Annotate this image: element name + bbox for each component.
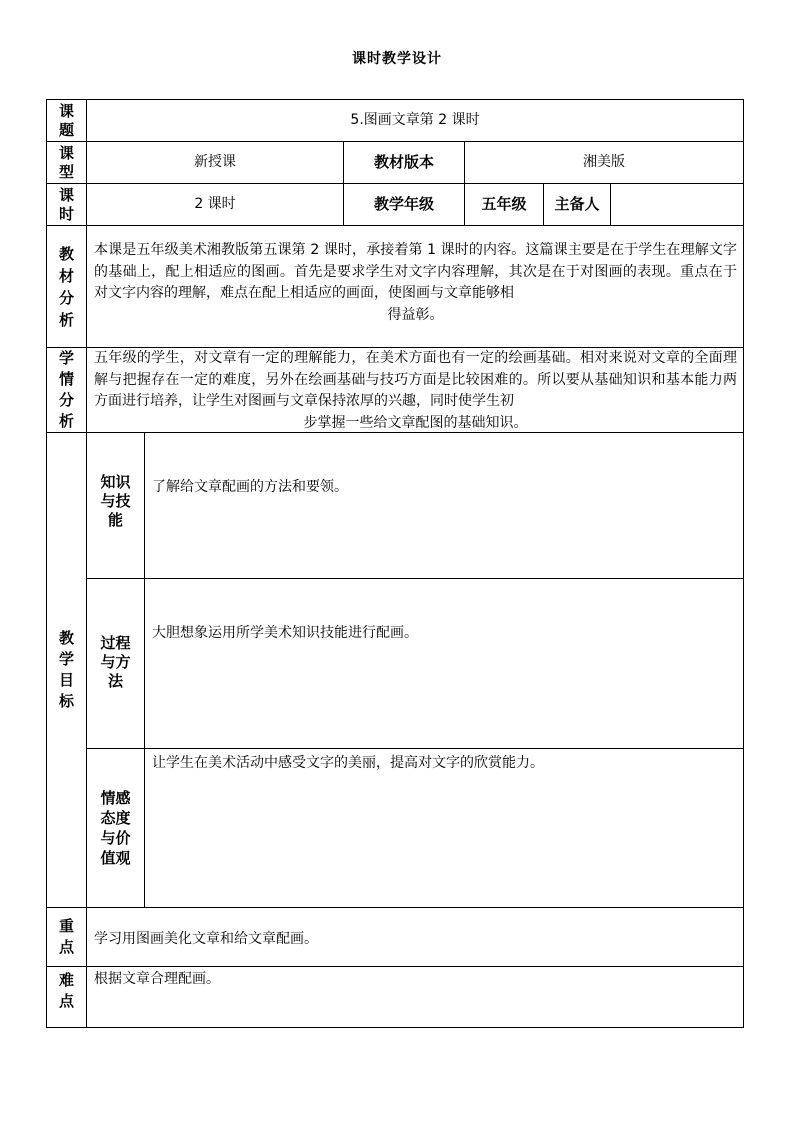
objectives-label: 教学目标	[46, 432, 87, 908]
student-analysis-label: 学情分析	[46, 347, 87, 433]
knowledge-skills-text: 了解给文章配画的方法和要领。	[144, 432, 744, 579]
grade-value: 五年级	[464, 183, 544, 226]
topic-value: 5.图画文章第 2 课时	[86, 99, 744, 142]
knowledge-skills-label: 知识与技能	[86, 432, 145, 579]
process-methods-label: 过程与方法	[86, 578, 145, 749]
emotion-values-label: 情感态度与价值观	[86, 748, 145, 908]
preparer-value	[610, 183, 744, 226]
difficulty-text: 根据文章合理配画。	[86, 966, 744, 1028]
emotion-values-text: 让学生在美术活动中感受文字的美丽，提高对文字的欣赏能力。	[144, 748, 744, 908]
key-point-text: 学习用图画美化文章和给文章配画。	[86, 907, 744, 967]
document-title: 课时教学设计	[352, 51, 442, 67]
textbook-value: 湘美版	[464, 141, 744, 184]
grade-label: 教学年级	[343, 183, 465, 226]
type-value: 新授课	[86, 141, 344, 184]
textbook-analysis-text: 本课是五年级美术湘教版第五课第 2 课时，承接着第 1 课时的内容。这篇课主要是在于学生在理解文字的基础上，配上相适应的图画。首先是要求学生对文字内容理解，其次是在于对图画的表现。重点在于对文字内容的理解，难点在配上相适应的画面，使图画与文章能够相 得益彰。	[86, 225, 744, 348]
process-methods-text: 大胆想象运用所学美术知识技能进行配画。	[144, 578, 744, 749]
student-analysis-text: 五年级的学生，对文章有一定的理解能力，在美术方面也有一定的绘画基础。相对来说对文章的全面理解与把握存在一定的难度，另外在绘画基础与技巧方面是比较困难的。所以要从基础知识和基本能力两方面进行培养，让学生对图画与文章保持浓厚的兴趣，同时使学生初 步掌握一些给文章配图的基础知识。	[86, 347, 744, 433]
key-point-label: 重点	[46, 907, 87, 967]
topic-label: 课题	[46, 99, 87, 142]
preparer-label: 主备人	[543, 183, 611, 226]
textbook-analysis-label: 教材分析	[46, 225, 87, 348]
type-label: 课型	[46, 141, 87, 184]
hours-value: 2 课时	[86, 183, 344, 226]
textbook-label: 教材版本	[343, 141, 465, 184]
difficulty-label: 难点	[46, 966, 87, 1028]
hours-label: 课时	[46, 183, 87, 226]
